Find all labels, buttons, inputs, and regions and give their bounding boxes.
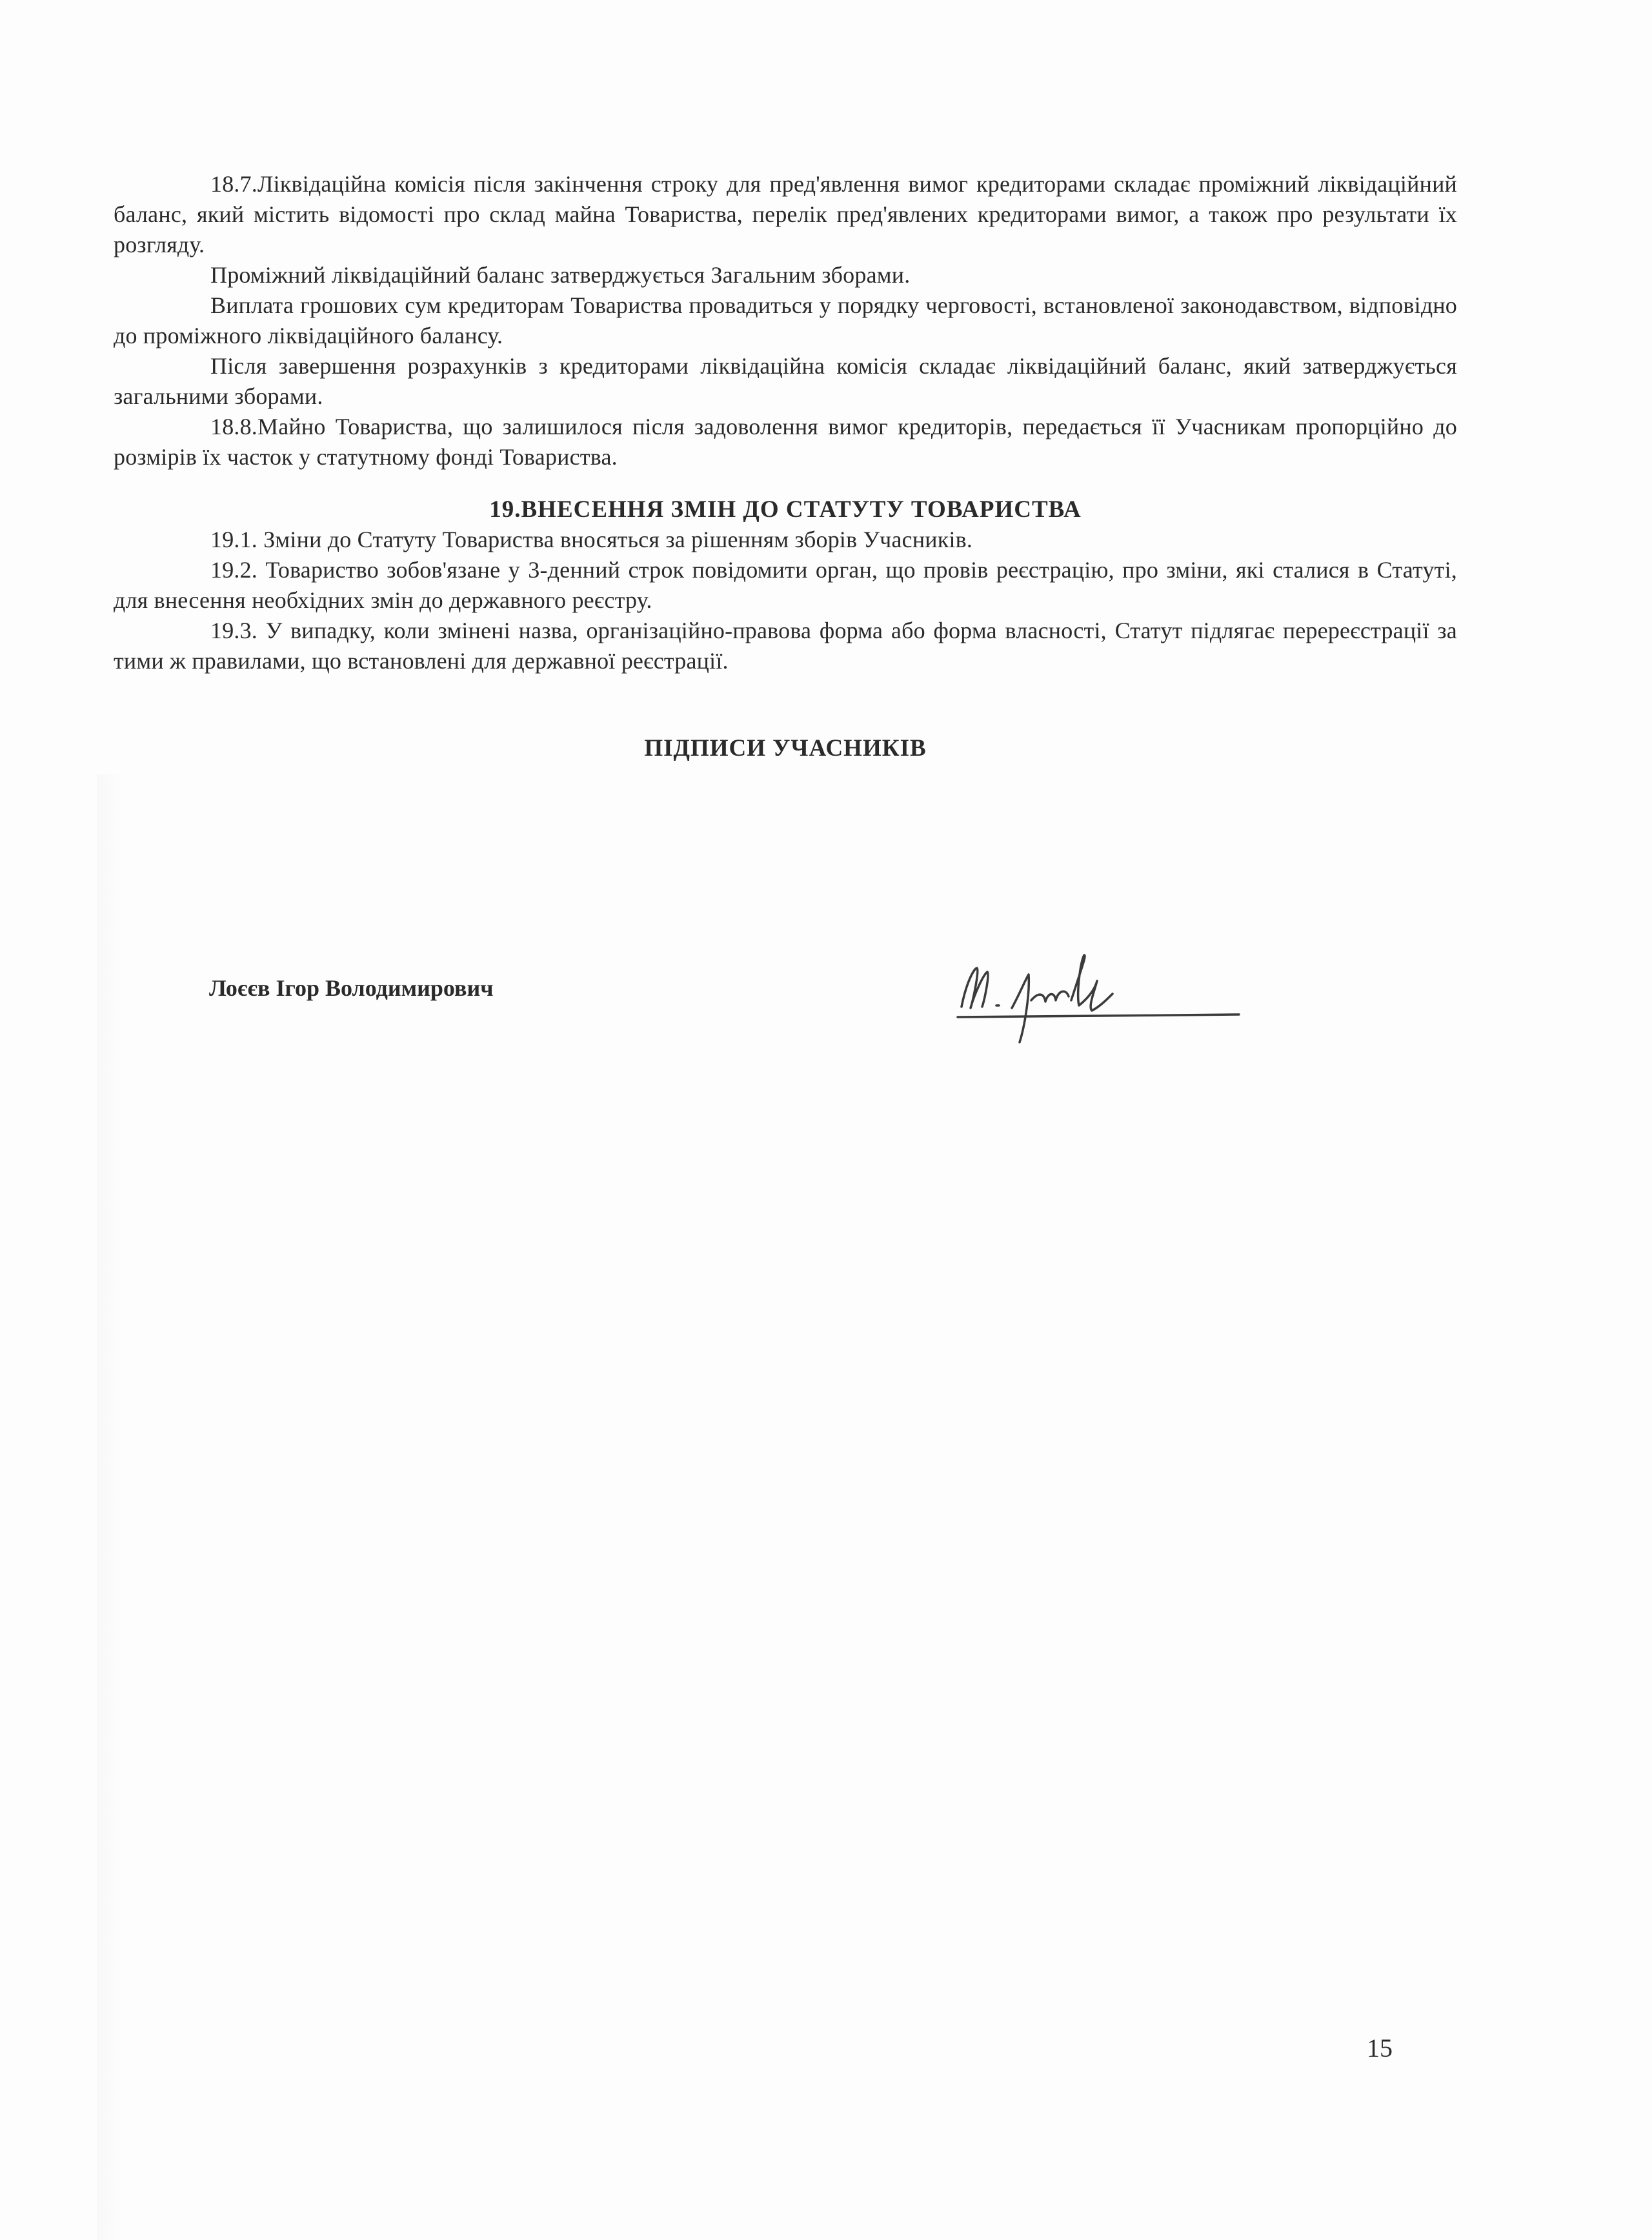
section-19-heading: 19.ВНЕСЕННЯ ЗМІН ДО СТАТУТУ ТОВАРИСТВА xyxy=(489,496,1082,523)
page-number: 15 xyxy=(1367,2033,1393,2063)
paragraph-18-7: 18.7.Ліквідаційна комісія після закінчення строку для пред'явлення вимог кредиторами складає проміжний ліквідаційний баланс, який містить відомості про склад майна Товариства, перелік пред'явлених кредиторами вимог, а також про результати їх розгляду. xyxy=(114,171,1457,257)
handwritten-signature xyxy=(949,929,1245,1058)
signatures-heading: ПІДПИСИ УЧАСНИКІВ xyxy=(644,735,927,762)
paragraph-payment-order: Виплата грошових сум кредиторам Товариства провадиться у порядку черговості, встановленої законодавством, відповідно до проміжного ліквідаційного балансу. xyxy=(114,292,1457,348)
paragraph-19-2: 19.2. Товариство зобов'язане у 3-денний строк повідомити орган, що провів реєстрацію, про зміни, які сталися в Статуті, для внесення необхідних змін до державного реєстру. xyxy=(114,557,1457,613)
paragraph-final-balance: Після завершення розрахунків з кредиторами ліквідаційна комісія складає ліквідаційний баланс, який затверджується загальними зборами. xyxy=(114,353,1457,409)
document-body xyxy=(114,169,1457,763)
signer-name: Лоєєв Ігор Володимирович xyxy=(209,975,494,1001)
scan-shadow xyxy=(97,774,123,2240)
paragraph-interim-balance: Проміжний ліквідаційний баланс затверджується Загальним зборами. xyxy=(210,262,911,288)
paragraph-18-8: 18.8.Майно Товариства, що залишилося після задоволення вимог кредиторів, передається її Учасникам пропорційно до розмірів їх часток у статутному фонді Товариства. xyxy=(114,414,1457,470)
paragraph-19-3: 19.3. У випадку, коли змінені назва, організаційно-правова форма або форма власності, Статут підлягає перереєстрації за тими ж правилами, що встановлені для державної реєстрації. xyxy=(114,618,1457,674)
paragraph-19-1: 19.1. Зміни до Статуту Товариства вносяться за рішенням зборів Учасників. xyxy=(210,527,973,552)
